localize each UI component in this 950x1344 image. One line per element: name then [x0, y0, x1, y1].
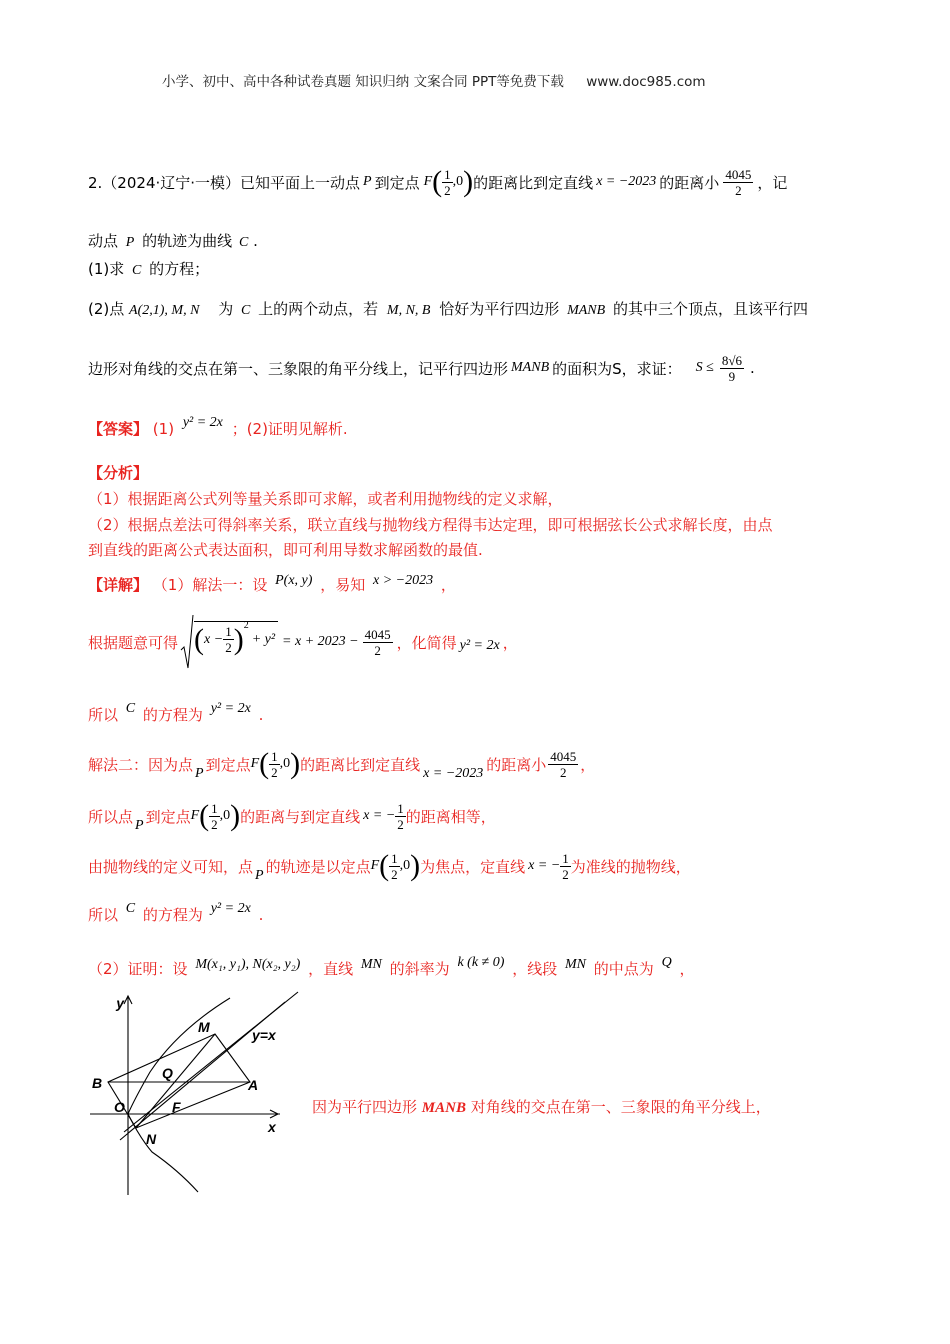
var-c: C: [132, 263, 142, 278]
var-p: P: [255, 868, 264, 883]
text: 为准线的抛物线，: [570, 857, 691, 876]
directrix: x = −: [363, 808, 396, 823]
paren: (: [432, 165, 443, 198]
den: 2: [374, 642, 381, 658]
inequality: S ≤: [695, 360, 714, 375]
num: 4045: [550, 748, 577, 764]
var-p: P: [363, 174, 372, 189]
num: 1: [391, 850, 398, 866]
text: (2)点: [88, 300, 125, 318]
num: 8√6: [721, 352, 742, 368]
text: 为: [218, 300, 234, 318]
point-p: P(x, y): [275, 573, 313, 588]
text: ；(2)证明见解析.: [231, 420, 348, 438]
line-equation: x = −2023: [423, 766, 484, 781]
text: ，: [679, 960, 695, 978]
sqrt-body: [194, 621, 278, 655]
points-mnb: M, N, B: [386, 303, 431, 318]
text: 由抛物线的定义可知，点: [88, 857, 254, 876]
text: 到定点: [205, 755, 251, 774]
var-f: F: [250, 756, 260, 771]
parabola-curve: [128, 998, 230, 1192]
text: 的距离比到定直线: [300, 755, 421, 774]
detail-line-1: [88, 574, 456, 595]
den: 2: [391, 866, 398, 882]
text: 上的两个动点，若: [258, 300, 379, 318]
num: 1: [225, 624, 232, 639]
text: 的距离相等，: [405, 807, 496, 826]
proof-line-1: [88, 955, 695, 979]
method2-line-3: [88, 844, 691, 888]
line-equation: x = −2023: [596, 174, 657, 189]
equation: y² = 2x: [210, 701, 251, 716]
method2-line-2: [88, 794, 496, 838]
den: 2: [225, 640, 232, 655]
zero: ,0: [219, 808, 231, 823]
equation: y² = 2x: [210, 901, 251, 916]
fraction-4045: [723, 167, 753, 198]
slope-k: k (k ≠ 0): [457, 955, 505, 970]
text: 的距离小: [486, 755, 547, 774]
var-p: P: [125, 235, 135, 250]
var-f: F: [190, 808, 200, 823]
var-f: F: [370, 858, 380, 873]
den: 2: [735, 182, 742, 198]
answer-equation: y² = 2x: [182, 415, 223, 430]
paren: (: [194, 622, 205, 656]
fraction-half: [209, 801, 220, 832]
text: 的轨迹是以定点: [265, 857, 371, 876]
analysis-1: （1）根据距离公式列等量关系即可求解，或者利用抛物线的定义求解，: [88, 490, 563, 508]
equation: y² = 2x: [459, 638, 500, 653]
sqrt-sign: [180, 614, 194, 670]
segment-mn: MN: [564, 957, 586, 972]
fraction-half: [395, 801, 406, 832]
zero: ,0: [279, 756, 291, 771]
text: .: [253, 232, 258, 250]
fraction-half: [389, 851, 400, 882]
var-f: F: [423, 174, 433, 189]
zero: ,0: [399, 858, 411, 873]
text: 2.（2024·辽宁·一模）已知平面上一动点: [88, 173, 361, 192]
var-c: C: [241, 303, 251, 318]
paren: ): [410, 849, 421, 882]
text: 解法二：因为点: [88, 755, 194, 774]
text: 恰好为平行四边形: [439, 300, 560, 318]
text: 的距离比到定直线: [473, 173, 594, 192]
text: .: [258, 706, 264, 724]
var-c: C: [125, 701, 136, 716]
den: 2: [271, 764, 278, 780]
num: 1: [562, 850, 569, 866]
text: (1)求: [88, 260, 125, 278]
detail-line-2: [88, 612, 518, 672]
var-p: P: [195, 766, 204, 781]
problem-part-1: [88, 258, 209, 279]
inequality: x > −2023: [373, 573, 434, 588]
var-p: P: [135, 818, 144, 833]
text: 为焦点，定直线: [420, 857, 526, 876]
text: 边形对角线的交点在第一、三象限的角平分线上，记平行四边形: [88, 359, 509, 378]
paren: ): [463, 165, 474, 198]
text: 对角线的交点在第一、三象限的角平分线上，: [470, 1098, 771, 1116]
num: 1: [444, 166, 451, 182]
problem-part-2: [88, 298, 808, 319]
segment-mn: MN: [360, 957, 382, 972]
paren: (: [379, 849, 390, 882]
paren: ): [233, 622, 244, 656]
text: ，: [580, 755, 596, 774]
problem-line-4: [88, 344, 755, 392]
text: 的方程；: [149, 260, 210, 278]
num: 1: [397, 800, 404, 816]
fraction-half: [442, 167, 453, 198]
text: 的其中三个顶点，且该平行四: [612, 300, 808, 318]
fraction-4045: [548, 749, 578, 780]
text: 的中点为: [593, 960, 654, 978]
analysis-2b: 到直线的距离公式表达面积，即可利用导数求解函数的最值.: [88, 541, 483, 559]
label-y-equals-x: y=x: [252, 1027, 276, 1043]
text: 的斜率为: [389, 960, 450, 978]
text: 到定点: [374, 173, 420, 192]
text: 的面积为S，求证：: [552, 359, 682, 378]
parallelogram-name: MANB: [511, 360, 550, 375]
fraction-half: [223, 624, 234, 655]
header-text: 小学、初中、高中各种试卷真题 知识归纳 文案合同 PPT等免费下载: [162, 74, 564, 90]
analysis-2a: （2）根据点差法可得斜率关系，联立直线与抛物线方程得韦达定理，即可根据弦长公式求解长度，由点: [88, 516, 773, 534]
sqrt-expression: [180, 614, 278, 670]
text: 所以点: [88, 807, 134, 826]
points: A(2,1), M, N: [129, 303, 200, 318]
label-n: N: [146, 1131, 157, 1147]
midpoint-q: Q: [661, 955, 672, 970]
fraction-half: [560, 851, 571, 882]
var-c: C: [238, 235, 249, 250]
paren: (: [199, 799, 210, 832]
text: 的距离与到定直线: [240, 807, 361, 826]
answer-line: [88, 415, 348, 439]
text: .: [749, 359, 755, 377]
label-m: M: [198, 1019, 210, 1035]
text: .: [258, 906, 264, 924]
text: ，: [440, 576, 456, 594]
text: 所以: [88, 706, 119, 724]
points-mn: M(x₁, y₁), N(x₂, y₂): [195, 957, 301, 972]
text: ，易知: [320, 576, 366, 594]
text: ，记: [757, 173, 788, 192]
proof-line-2: [312, 1096, 771, 1117]
zero: ,0: [452, 174, 464, 189]
text: ，直线: [308, 960, 354, 978]
den: 2: [560, 764, 567, 780]
num: 1: [271, 748, 278, 764]
den: 2: [562, 866, 569, 882]
text: 根据题意可得: [88, 633, 179, 652]
text: ，线段: [512, 960, 558, 978]
text: 的方程为: [142, 706, 203, 724]
problem-line-2: [88, 230, 258, 251]
site-header: [162, 70, 706, 90]
text: ，化简得: [396, 633, 457, 652]
paren: (: [259, 747, 270, 780]
text: （2）证明：设: [88, 960, 188, 978]
rhs: = x + 2023 −: [282, 634, 359, 649]
den: 9: [728, 368, 736, 384]
paren: ): [230, 799, 241, 832]
num: 4045: [364, 626, 391, 642]
answer-label: 【答案】: [88, 420, 149, 438]
den: 2: [211, 816, 218, 832]
directrix: x = −: [528, 858, 561, 873]
den: 2: [397, 816, 404, 832]
label-y: y: [116, 995, 124, 1011]
text: ，: [502, 633, 518, 652]
fraction-8sqrt6: [720, 353, 744, 384]
header-url[interactable]: www.doc985.com: [586, 74, 706, 90]
text: (1): [152, 420, 175, 438]
label-q: Q: [162, 1065, 173, 1081]
problem-line-1: [88, 160, 787, 204]
parabola-figure: [80, 990, 310, 1200]
num: 1: [211, 800, 218, 816]
method2-line-4: [88, 901, 264, 925]
label-b: B: [92, 1075, 103, 1091]
fraction-half: [269, 749, 280, 780]
detail-label: 【详解】: [88, 576, 149, 594]
den: 2: [444, 182, 451, 198]
label-a: A: [248, 1077, 259, 1093]
y-squared: + y²: [251, 631, 276, 647]
text: 所以: [88, 906, 119, 924]
parallelogram-name: MANB: [421, 1100, 466, 1116]
label-f: F: [172, 1099, 181, 1115]
text: 动点: [88, 232, 119, 250]
text: （1）解法一：设: [152, 576, 268, 594]
parallelogram-name: MANB: [567, 303, 606, 318]
text: 到定点: [145, 807, 191, 826]
paren: ): [290, 747, 301, 780]
text: 因为平行四边形: [312, 1098, 418, 1116]
var-c: C: [125, 901, 136, 916]
text: 的方程为: [142, 906, 203, 924]
method2-line-1: [88, 742, 595, 786]
num: 4045: [725, 166, 752, 182]
superscript: 2: [243, 620, 249, 631]
text: 的轨迹为曲线: [142, 232, 233, 250]
var-x: x −: [204, 631, 224, 647]
label-o: O: [114, 1099, 125, 1115]
analysis-label: 【分析】: [88, 464, 149, 482]
label-x: x: [268, 1119, 276, 1135]
detail-line-3: [88, 701, 264, 725]
text: 的距离小: [659, 173, 720, 192]
fraction-4045: [363, 627, 393, 658]
